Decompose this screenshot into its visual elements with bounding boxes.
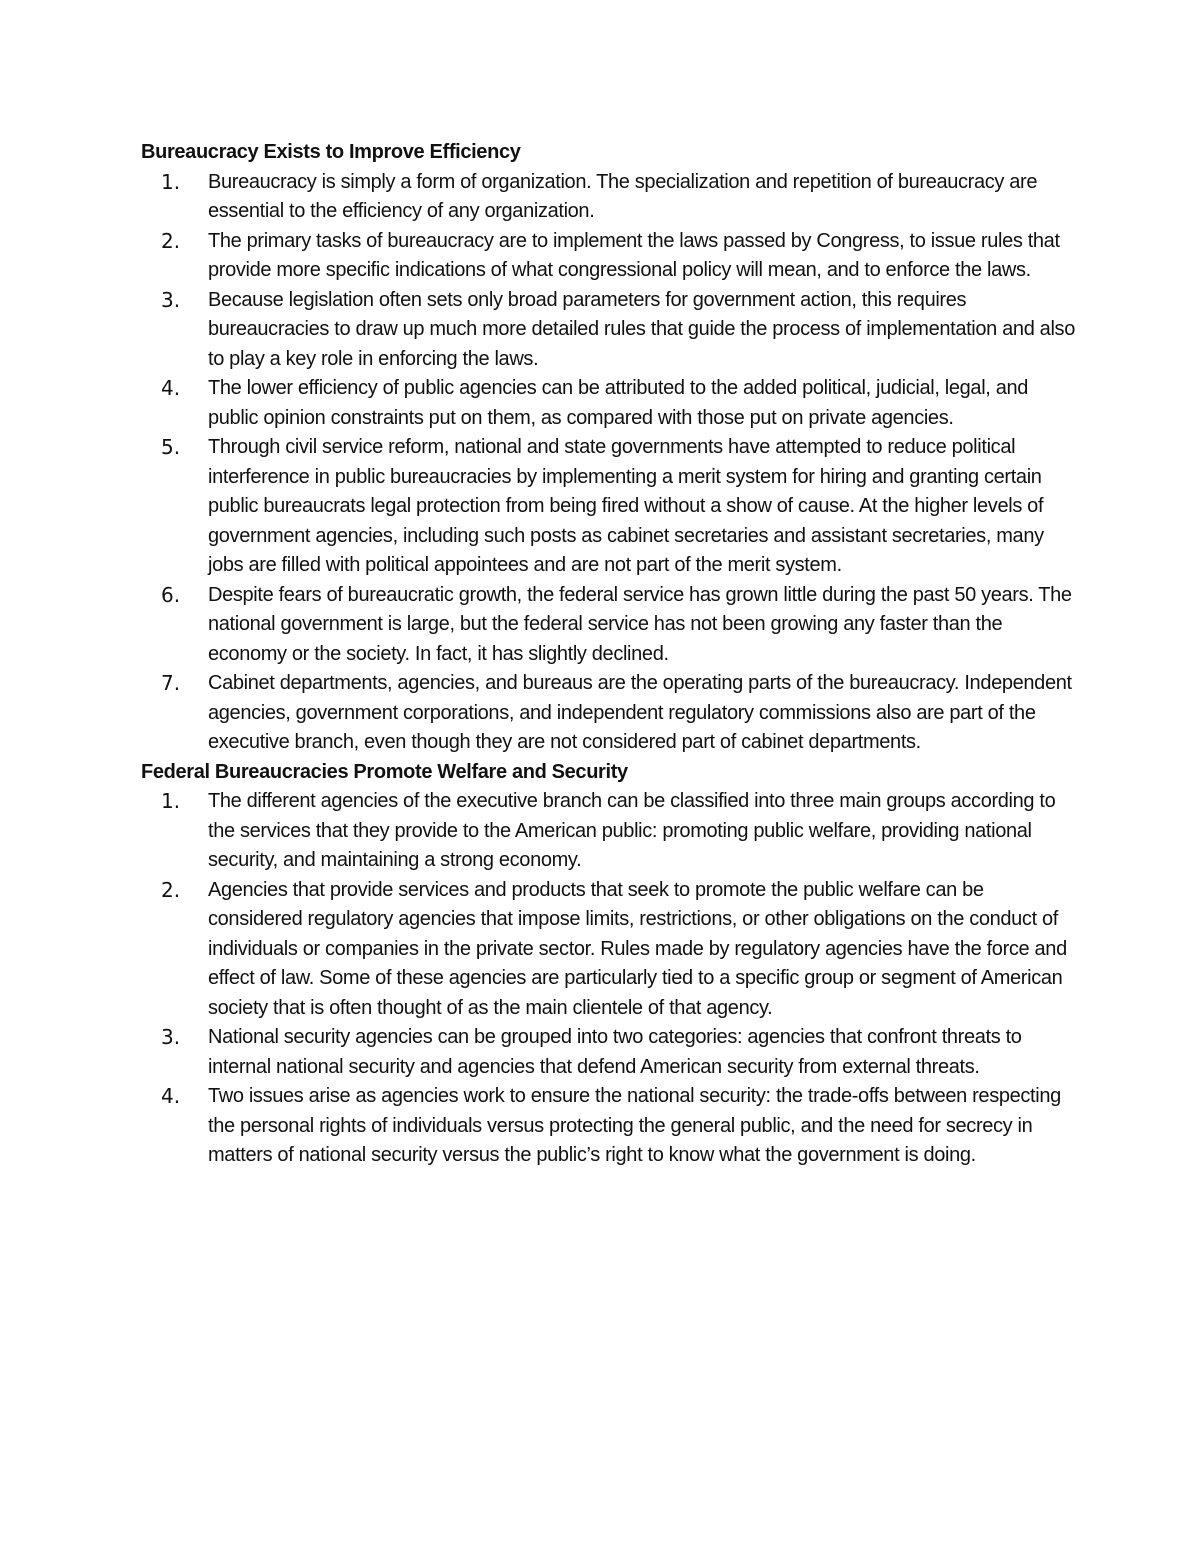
list-item-text: Bureaucracy is simply a form of organization. The specialization and repetition of bureaucracy are essential to the efficiency of any organization. <box>208 170 1038 222</box>
list-item-text: The primary tasks of bureaucracy are to implement the laws passed by Congress, to issue rules that provide more specific indications of what congressional policy will mean, and to enforce the laws. <box>208 229 1060 281</box>
list-item <box>141 581 1081 670</box>
section-heading: Bureaucracy Exists to Improve Efficiency <box>141 141 521 163</box>
list-item <box>141 876 1081 1024</box>
numbered-list <box>141 168 1081 758</box>
section-welfare-security <box>141 758 1081 1171</box>
list-item <box>141 286 1081 375</box>
list-number: 1. <box>161 169 181 194</box>
section-efficiency <box>141 138 1081 758</box>
list-item <box>141 433 1081 581</box>
list-number: 6. <box>161 582 181 607</box>
list-item-text: National security agencies can be grouped into two categories: agencies that confront threats to internal national security and agencies that defend American security from external threats. <box>208 1026 1022 1078</box>
list-number: 2. <box>161 228 181 253</box>
list-number: 1. <box>161 789 181 813</box>
list-item <box>141 669 1081 758</box>
list-number: 4. <box>161 376 181 400</box>
list-item-text: The different agencies of the executive branch can be classified into three main groups according to the services that they provide to the American public: promoting public welfare, providing national security, and maintaining a strong economy. <box>208 790 1056 871</box>
numbered-list <box>141 787 1081 1171</box>
list-item-text: Despite fears of bureaucratic growth, the federal service has grown little during the past 50 years. The national government is large, but the federal service has not been growing any faster than the economy or the society. In fact, it has slightly declined. <box>208 583 1072 665</box>
list-item <box>141 1082 1081 1171</box>
list-item <box>141 374 1081 433</box>
list-number: 3. <box>161 1025 181 1049</box>
list-number: 4. <box>161 1084 181 1108</box>
list-item-text: Through civil service reform, national and state governments have attempted to reduce political interference in public bureaucracies by implementing a merit system for hiring and granting certain public bureaucrats legal protection from being fired without a show of cause. At the higher levels of government agencies, including such posts as cabinet secretaries and assistant secretaries, many jobs are filled with political appointees and are not part of the merit system. <box>208 436 1044 576</box>
list-number: 7. <box>161 671 181 695</box>
list-item-text: Because legislation often sets only broad parameters for government action, this requires bureaucracies to draw up much more detailed rules that guide the process of implementation and also to play a key role in enforcing the laws. <box>208 288 1075 370</box>
list-item <box>141 787 1081 876</box>
list-item-text: Cabinet departments, agencies, and bureaus are the operating parts of the bureaucracy. Independent agencies, government corporations, and independent regulatory commissions also are part of the executive branch, even though they are not considered part of cabinet departments. <box>208 672 1072 753</box>
list-number: 2. <box>161 877 181 902</box>
list-item <box>141 168 1081 227</box>
list-number: 3. <box>161 287 181 312</box>
document-body <box>141 138 1081 1171</box>
list-item-text: The lower efficiency of public agencies can be attributed to the added political, judicial, legal, and public opinion constraints put on them, as compared with those put on private agencies. <box>208 377 1029 429</box>
list-item-text: Two issues arise as agencies work to ensure the national security: the trade-offs between respecting the personal rights of individuals versus protecting the general public, and the need for secrecy in matters of national security versus the public’s right to know what the government is doing. <box>208 1085 1061 1166</box>
list-item-text: Agencies that provide services and products that seek to promote the public welfare can be considered regulatory agencies that impose limits, restrictions, or other obligations on the conduct of individuals or companies in the private sector. Rules made by regulatory agencies have the force and effect of law. Some of these agencies are particularly tied to a specific group or segment of American society that is often thought of as the main clientele of that agency. <box>208 878 1067 1019</box>
section-heading: Federal Bureaucracies Promote Welfare and Security <box>141 760 628 783</box>
list-number: 5. <box>161 435 181 459</box>
list-item <box>141 227 1081 286</box>
list-item <box>141 1023 1081 1082</box>
